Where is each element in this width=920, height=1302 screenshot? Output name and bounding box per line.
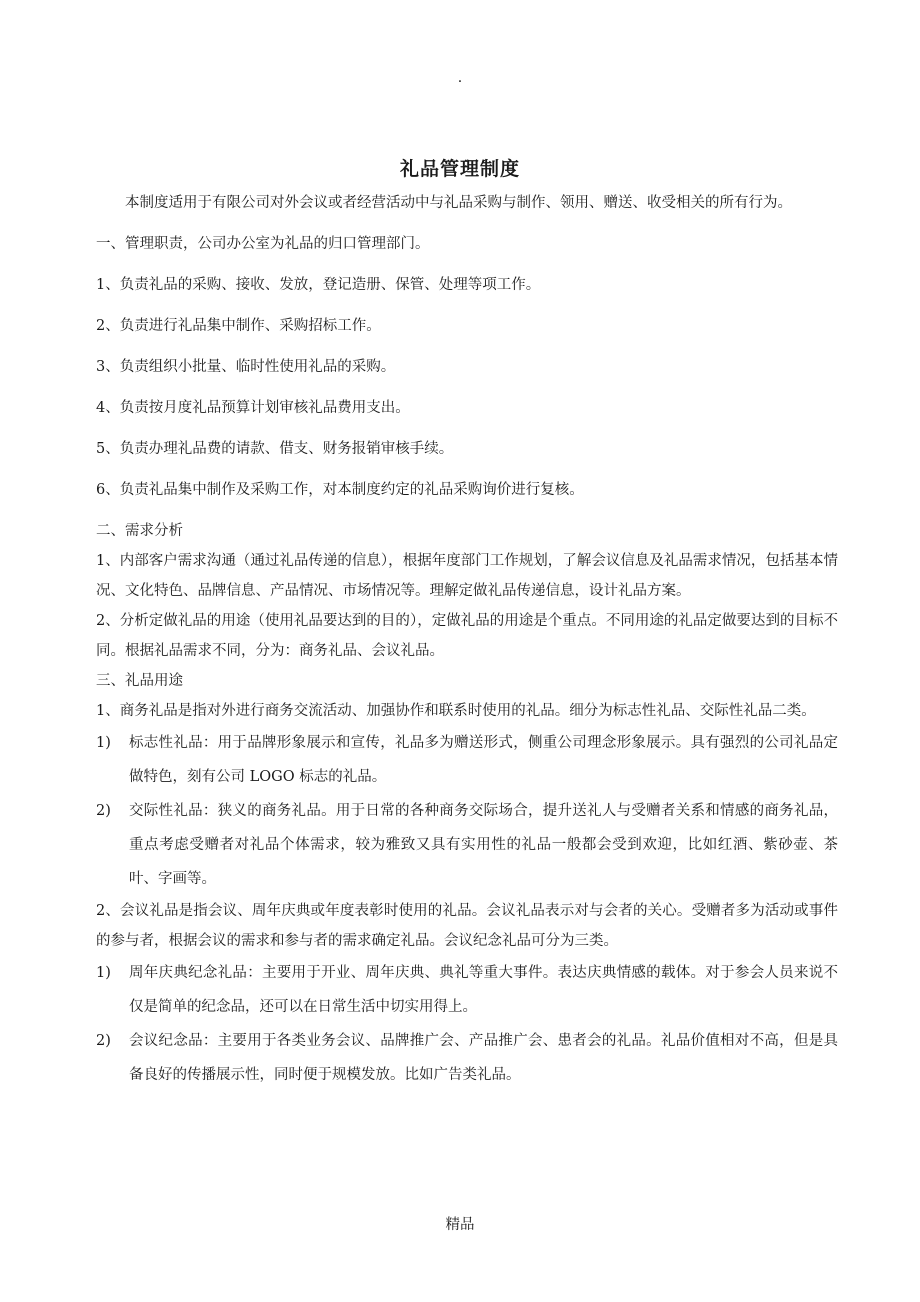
sub-item-text: 交际性礼品：狭义的商务礼品。用于日常的各种商务交际场合，提升送礼人与受赠者关系和情感的商务礼品，重点考虑受赠者对礼品个体需求，较为雅致又具有实用性的礼品一般都会受到欢迎，比如红酒、紫砂壶、茶叶、字画等。 [129, 803, 838, 887]
section-heading-duties: 一、管理职责，公司办公室为礼品的归口管理部门。 [96, 236, 430, 252]
business-sub-item-2 [96, 794, 838, 896]
usage-item-meeting: 2、会议礼品是指会议、周年庆典或年度表彰时使用的礼品。会议礼品表示对与会者的关心。受赠者多为活动或事件的参与者，根据会议的需求和参与者的需求确定礼品。会议纪念礼品可分为三类。 [96, 903, 838, 949]
needs-item-1: 1、内部客户需求沟通（通过礼品传递的信息），根据年度部门工作规划，了解会议信息及礼品需求情况，包括基本情况、文化特色、品牌信息、产品情况、市场情况等。理解定做礼品传递信息，设计礼品方案。 [96, 553, 838, 599]
business-sub-item-1 [96, 726, 838, 794]
header-mark: . [457, 70, 463, 86]
duty-item-1: 1、负责礼品的采购、接收、发放，登记造册、保管、处理等项工作。 [96, 277, 541, 293]
document-body [96, 188, 838, 1092]
duty-item-6: 6、负责礼品集中制作及采购工作，对本制度约定的礼品采购询价进行复核。 [96, 482, 584, 498]
sub-item-number: 1) [96, 965, 111, 981]
section-heading-usage: 三、礼品用途 [96, 673, 183, 689]
section-needs-analysis [96, 516, 838, 666]
needs-item-2: 2、分析定做礼品的用途（使用礼品要达到的目的），定做礼品的用途是个重点。不同用途的礼品定做要达到的目标不同。根据礼品需求不同，分为：商务礼品、会议礼品。 [96, 613, 838, 659]
sub-item-text: 会议纪念品：主要用于各类业务会议、品牌推广会、产品推广会、患者会的礼品。礼品价值相对不高，但是具备良好的传播展示性，同时便于规模发放。比如广告类礼品。 [129, 1033, 838, 1083]
sub-item-number: 2) [96, 803, 111, 819]
meeting-sub-item-2 [96, 1024, 838, 1092]
section-management-duties [96, 229, 838, 505]
duty-item-3: 3、负责组织小批量、临时性使用礼品的采购。 [96, 359, 396, 375]
sub-item-number: 1) [96, 735, 111, 751]
meeting-sub-item-1 [96, 956, 838, 1024]
sub-item-text: 周年庆典纪念礼品：主要用于开业、周年庆典、典礼等重大事件。表达庆典情感的载体。对于参会人员来说不仅是简单的纪念品，还可以在日常生活中切实用得上。 [129, 965, 838, 1015]
usage-item-business: 1、商务礼品是指对外进行商务交流活动、加强协作和联系时使用的礼品。细分为标志性礼品、交际性礼品二类。 [96, 703, 816, 719]
duty-item-5: 5、负责办理礼品费的请款、借支、财务报销审核手续。 [96, 441, 454, 457]
section-gift-usage [96, 666, 838, 1092]
sub-item-text: 标志性礼品：用于品牌形象展示和宣传，礼品多为赠送形式，侧重公司理念形象展示。具有强烈的公司礼品定做特色，刻有公司 LOGO 标志的礼品。 [129, 735, 838, 785]
section-heading-needs: 二、需求分析 [96, 523, 183, 539]
duty-item-4: 4、负责按月度礼品预算计划审核礼品费用支出。 [96, 400, 410, 416]
duty-item-2: 2、负责进行礼品集中制作、采购招标工作。 [96, 318, 381, 334]
page-footer-label: 精品 [445, 1217, 475, 1233]
document-title: 礼品管理制度 [399, 158, 520, 180]
intro-paragraph: 本制度适用于有限公司对外会议或者经营活动中与礼品采购与制作、领用、赠送、收受相关的所有行为。 [125, 195, 792, 211]
sub-item-number: 2) [96, 1033, 111, 1049]
